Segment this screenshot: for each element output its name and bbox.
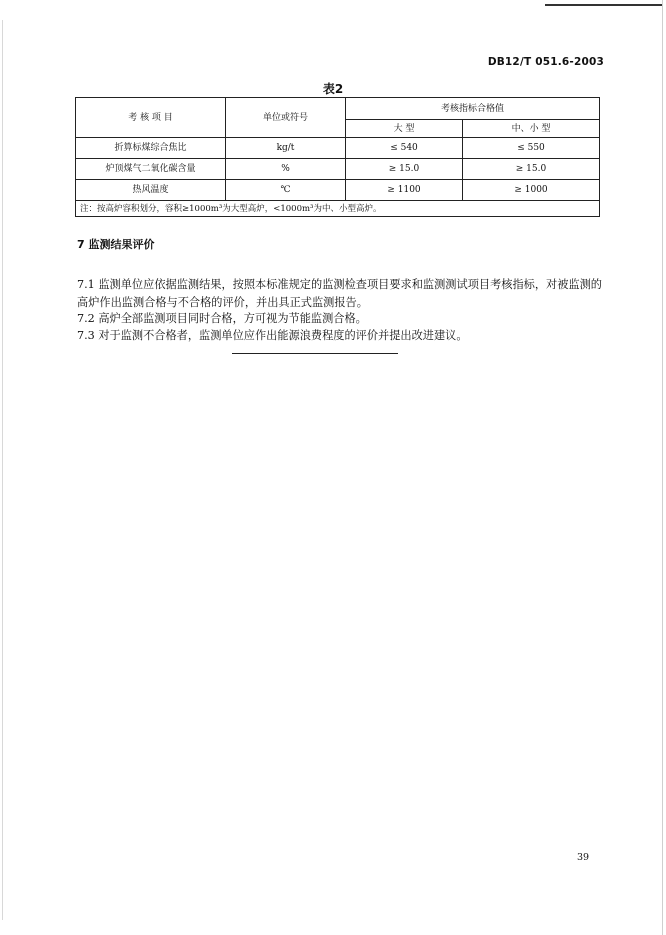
table-row: [76, 180, 600, 201]
header-medium-small: 中、小 型: [463, 120, 600, 138]
header-qualified: 考核指标合格值: [346, 98, 600, 120]
cell-large: ≥ 1100: [346, 180, 463, 201]
table-note: 注：按高炉容积划分，容积≥1000m³为大型高炉，<1000m³为中、小型高炉。: [76, 201, 600, 217]
header-unit: 单位或符号: [226, 98, 346, 138]
table-note-row: [76, 201, 600, 217]
cell-large: ≥ 15.0: [346, 159, 463, 180]
table-title: 表2: [322, 82, 344, 96]
header-item: 考 核 项 目: [76, 98, 226, 138]
paragraph-7-3: 7.3 对于监测不合格者，监测单位应作出能源浪费程度的评价并提出改进建议。: [77, 329, 468, 342]
scan-edge-right: [662, 0, 663, 935]
cell-medium-small: ≥ 1000: [463, 180, 600, 201]
cell-large: ≤ 540: [346, 138, 463, 159]
header-large: 大 型: [346, 120, 463, 138]
cell-medium-small: ≥ 15.0: [463, 159, 600, 180]
cell-item: 炉顶煤气二氧化碳含量: [76, 159, 226, 180]
paragraph-7-1: 7.1 监测单位应依据监测结果，按照本标准规定的监测检查项目要求和监测测试项目考核指标，对被监测的高炉作出监测合格与不合格的评价，并出具正式监测报告。: [77, 278, 602, 309]
paragraph-7-2: 7.2 高炉全部监测项目同时合格，方可视为节能监测合格。: [77, 312, 367, 325]
top-rule: [545, 4, 663, 6]
cell-unit: %: [226, 159, 346, 180]
section-heading: 7 监测结果评价: [77, 238, 155, 251]
document-code: DB12/T 051.6-2003: [487, 56, 604, 68]
cell-medium-small: ≤ 550: [463, 138, 600, 159]
end-rule: [232, 353, 398, 354]
cell-item: 热风温度: [76, 180, 226, 201]
table-row: [76, 159, 600, 180]
scan-edge-left: [2, 20, 3, 920]
cell-unit: kg/t: [226, 138, 346, 159]
table-row: [76, 138, 600, 159]
page-number: 39: [577, 852, 590, 863]
cell-item: 折算标煤综合焦比: [76, 138, 226, 159]
table-header-row: [76, 98, 600, 120]
cell-unit: ℃: [226, 180, 346, 201]
assessment-table: [75, 97, 600, 217]
